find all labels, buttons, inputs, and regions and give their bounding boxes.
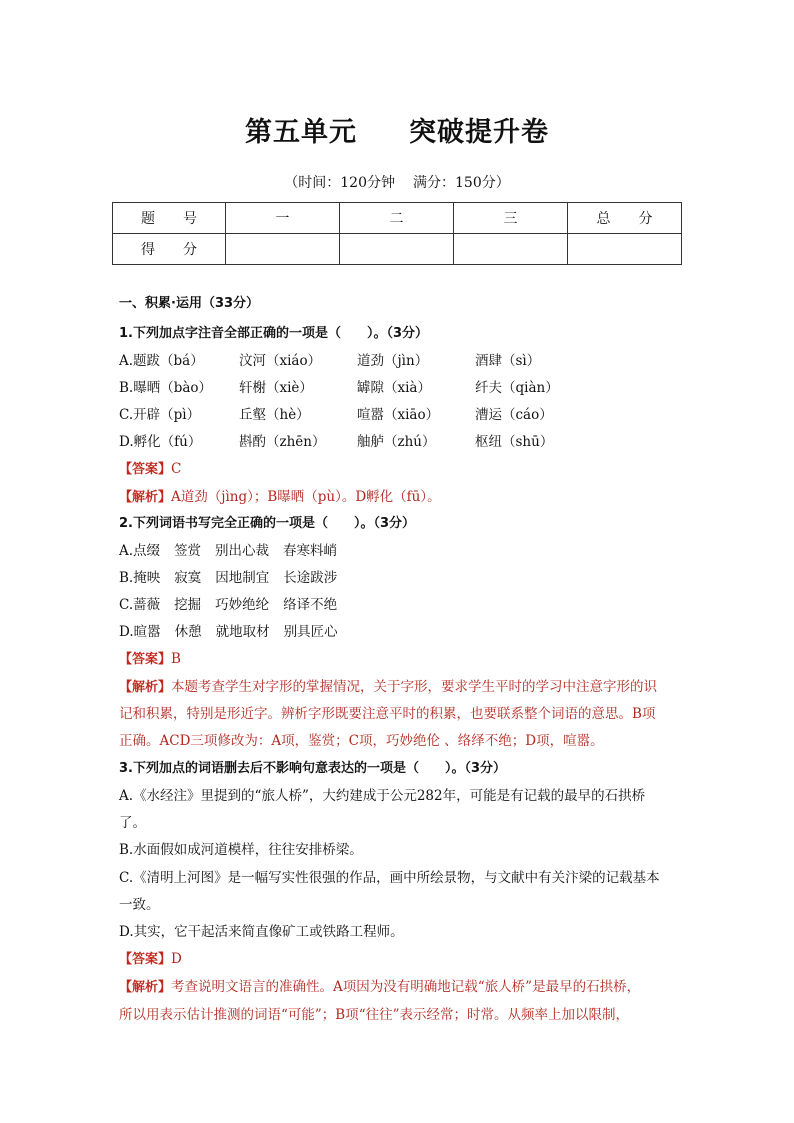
question-2-analysis-line: 记和积累，特别是形近字。辨析字形既要注意平时的积累，也要联系整个词语的意思。B项 (119, 706, 656, 722)
question-1-stem: 1.下列加点字注音全部正确的一项是（ ）。（3分） (119, 326, 429, 341)
question-3-option-a: A.《水经注》里提到的“旅人桥”，大约建成于公元282年，可能是有记载的最早的石拱桥 (119, 788, 646, 804)
score-table-header-row (113, 203, 682, 234)
question-1-option-c: C.开辟（pì） 丘壑（hè） 喧嚣（xiāo） 漕运（cáo） (119, 407, 553, 423)
score-cell: 得 分 (113, 234, 226, 265)
score-cell: 总 分 (568, 203, 682, 234)
score-input-cell[interactable] (340, 234, 454, 265)
question-3-option-c-cont: 一致。 (119, 897, 160, 913)
question-2-answer: 【答案】B (119, 651, 181, 667)
question-3-option-a-cont: 了。 (119, 815, 146, 831)
exam-score-total: 满分：150分） (413, 175, 510, 191)
score-input-cell[interactable] (568, 234, 682, 265)
question-3-answer: 【答案】D (119, 951, 182, 967)
exam-time: （时间：120分钟 (284, 175, 395, 191)
section-heading: 一、积累·运用（33分） (119, 296, 260, 311)
title-name: 突破提升卷 (409, 117, 549, 148)
question-2-analysis-line: 正确。ACD三项修改为：A项，鉴赏；C项，巧妙绝伦 、络绎不绝；D项，喧嚣。 (119, 733, 604, 749)
score-cell: 一 (226, 203, 340, 234)
score-table (112, 202, 682, 265)
question-1-analysis: 【解析】A道劲（jìng）；B曝晒（pù）。D孵化（fū）。 (119, 489, 441, 505)
question-1-option-b: B.曝晒（bào） 轩榭（xiè） 罅隙（xià） 纤夫（qiàn） (119, 380, 559, 396)
exam-info (0, 172, 794, 192)
question-2-option-a: A.点缀 签赏 别出心裁 春寒料峭 (119, 543, 338, 559)
score-cell: 二 (340, 203, 454, 234)
question-2-option-b: B.掩映 寂寞 因地制宜 长途跋涉 (119, 570, 338, 586)
question-1-option-a: A.题跋（bá） 汶河（xiáo） 道劲（jìn） 酒肆（sì） (119, 353, 541, 369)
question-2-option-d: D.暄嚣 休憩 就地取材 别具匠心 (119, 624, 338, 640)
question-2-analysis: 【解析】本题考查学生对字形的掌握情况，关于字形，要求学生平时的学习中注意字形的识 (119, 679, 658, 695)
question-2-stem: 2.下列词语书写完全正确的一项是（ ）。（3分） (119, 516, 416, 531)
question-1-answer: 【答案】C (119, 461, 182, 477)
question-3-analysis: 【解析】考查说明文语言的准确性。A项因为没有明确地记载“旅人桥”是最早的石拱桥， (119, 979, 641, 995)
score-table-value-row (113, 234, 682, 265)
score-input-cell[interactable] (226, 234, 340, 265)
score-cell: 三 (454, 203, 568, 234)
question-3-option-d: D.其实，它干起活来简直像矿工或铁路工程师。 (119, 924, 404, 940)
question-3-analysis-line: 所以用表示估计推测的词语“可能”；B项“往往”表示经常；时常。从频率上加以限制， (119, 1007, 630, 1023)
title-unit: 第五单元 (245, 117, 357, 148)
page-title (0, 110, 794, 149)
score-input-cell[interactable] (454, 234, 568, 265)
question-2-option-c: C.蔷薇 挖掘 巧妙绝纶 络译不绝 (119, 597, 338, 613)
question-1-option-d: D.孵化（fú） 斟酌（zhēn） 舳舻（zhú） 枢纽（shū） (119, 434, 554, 450)
score-cell: 题 号 (113, 203, 226, 234)
question-3-stem: 3.下列加点的词语删去后不影响句意表达的一项是（ ）。（3分） (119, 761, 507, 776)
question-3-option-c: C.《清明上河图》是一幅写实性很强的作品，画中所绘景物，与文献中有关汴梁的记载基本 (119, 870, 660, 886)
question-3-option-b: B.水面假如成河道模样，往往安排桥梁。 (119, 842, 363, 858)
